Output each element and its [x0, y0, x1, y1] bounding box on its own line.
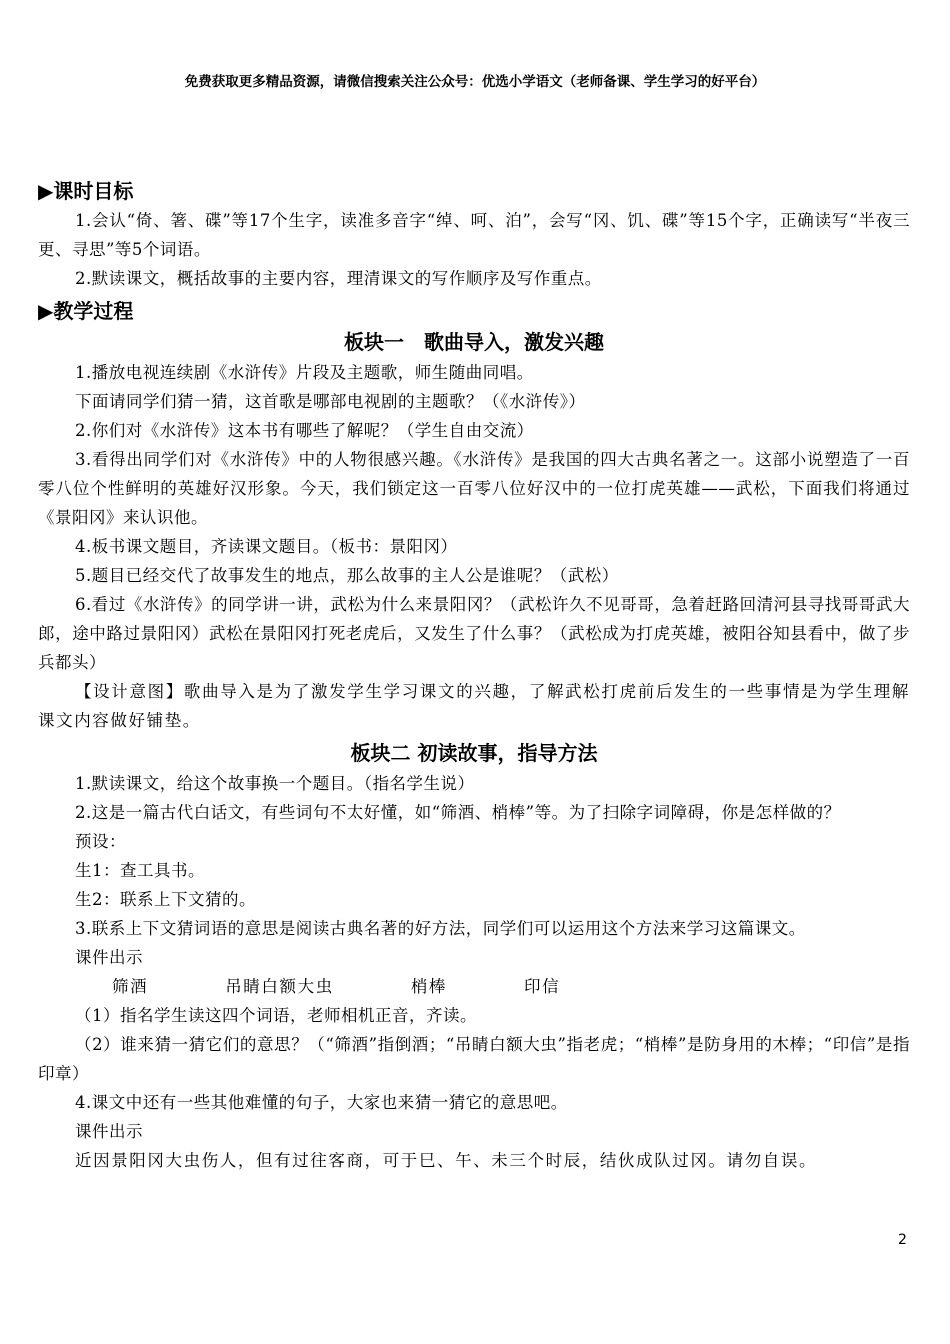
block1-paragraph: 2.你们对《水浒传》这本书有哪些了解呢？（学生自由交流）	[75, 421, 534, 440]
block1-paragraph: 1.播放电视连续剧《水浒传》片段及主题歌，师生随曲同唱。	[75, 363, 534, 382]
objective-item: 2.默读课文，概括故事的主要内容，理清课文的写作顺序及写作重点。	[75, 269, 602, 288]
courseware-word: 吊睛白额大虫	[225, 977, 334, 996]
main-content	[38, 176, 910, 1175]
objective-item: 1.会认“倚、箸、碟”等17个生字，读准多音字“绰、呵、泊”，会写“冈、饥、碟”等15个字，正确读写“半夜三更、寻思”等5个词语。	[38, 211, 910, 259]
block1-paragraph: 3.看得出同学们对《水浒传》中的人物很感兴趣。《水浒传》是我国的四大古典名著之一。这部小说塑造了一百零八位个性鲜明的英雄好汉形象。今天，我们锁定这一百零八位好汉中的一位打虎英雄——武松，下面我们将通过《景阳冈》来认识他。	[38, 450, 910, 527]
block2-paragraph: 4.课文中还有一些其他难懂的句子，大家也来猜一猜它的意思吧。	[75, 1093, 568, 1112]
design-intent: 【设计意图】歌曲导入是为了激发学生学习课文的兴趣，了解武松打虎前后发生的一些事情是为学生理解课文内容做好铺垫。	[38, 682, 910, 730]
block2-paragraph: 2.这是一篇古代白话文，有些词句不太好懂，如“筛酒、梢棒”等。为了扫除字词障碍，你是怎样做的？	[75, 803, 841, 822]
courseware-word: 印信	[524, 977, 561, 996]
courseware-word: 筛酒	[112, 977, 149, 996]
block1-paragraph: 4.板书课文题目，齐读课文题目。（板书：景阳冈）	[75, 537, 458, 556]
block1-paragraph: 6.看过《水浒传》的同学讲一讲，武松为什么来景阳冈？（武松许久不见哥哥，急着赶路回清河县寻找哥哥武大郎，途中路过景阳冈）武松在景阳冈打死老虎后，又发生了什么事？（武松成为打虎英雄，被阳谷知县看中，做了步兵都头）	[38, 595, 910, 672]
block2-paragraph: 1.默读课文，给这个故事换一个题目。（指名学生说）	[75, 774, 475, 793]
courseware-word: 梢棒	[410, 977, 448, 996]
courseware-word-list	[38, 972, 910, 1001]
courseware-notice: 近因景阳冈大虫伤人，但有过往客商，可于巳、午、未三个时辰，结伙成队过冈。请勿自误。	[75, 1151, 818, 1170]
block1-paragraph: 下面请同学们猜一猜，这首歌是哪部电视剧的主题歌？（《水浒传》）	[75, 392, 586, 411]
question-item: （1）指名学生读这四个词语，老师相机正音，齐读。	[75, 1006, 477, 1025]
page-number: 2	[898, 1232, 907, 1248]
block2-paragraph: 3.联系上下文猜词语的意思是阅读古典名著的好方法，同学们可以运用这个方法来学习这篇课文。	[75, 919, 806, 938]
student-answer: 生2：联系上下文猜的。	[75, 890, 256, 909]
objectives-heading: ▶课时目标	[38, 179, 134, 203]
courseware-label: 课件出示	[75, 948, 143, 967]
question-item: （2）谁来猜一猜它们的意思？（“筛酒”指倒酒；“吊睛白额大虫”指老虎；“梢棒”是防身用的木棒；“印信”是指印章）	[38, 1035, 910, 1083]
student-answer: 生1：查工具书。	[75, 861, 205, 880]
preset-label: 预设：	[75, 832, 126, 851]
block1-paragraph: 5.题目已经交代了故事发生的地点，那么故事的主人公是谁呢？（武松）	[75, 566, 619, 585]
block2-title: 板块二 初读故事，指导方法	[350, 741, 598, 765]
block1-title: 板块一 歌曲导入，激发兴趣	[344, 330, 604, 354]
process-heading: ▶教学过程	[38, 299, 134, 323]
courseware-label: 课件出示	[75, 1122, 143, 1141]
top-banner: 免费获取更多精品资源，请微信搜索关注公众号：优选小学语文（老师备课、学生学习的好平台）	[184, 74, 766, 90]
